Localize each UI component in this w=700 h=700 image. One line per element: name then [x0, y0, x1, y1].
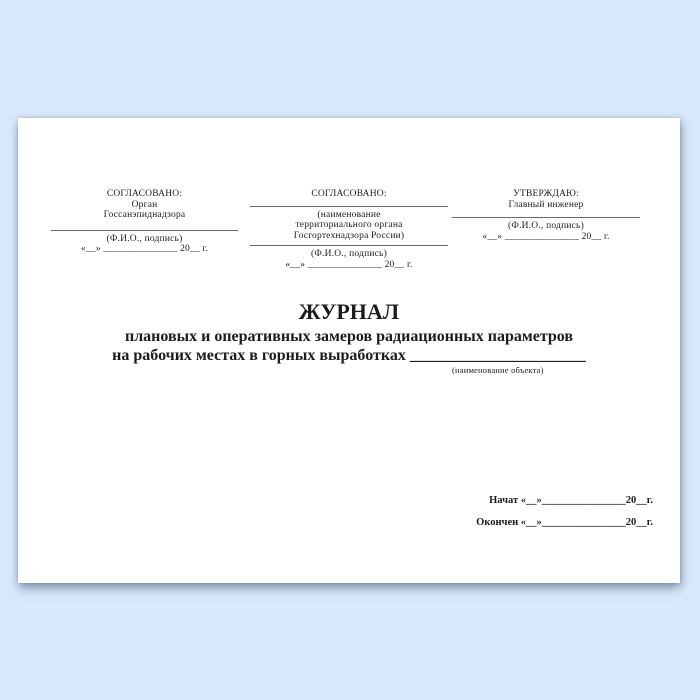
approval-block-chief-engineer — [452, 189, 640, 242]
journal-title: ЖУРНАЛ — [298, 299, 400, 324]
approval-block-gosgortehnadzor — [250, 189, 448, 270]
signature-line — [452, 217, 640, 218]
blank-underscores: ______________________ — [409, 347, 586, 364]
date-line: «__» _______________ 20__ г. — [482, 231, 610, 242]
org-name-caption: (наименование — [317, 209, 381, 220]
approval-org-line: Госсанэпиднадзора — [103, 210, 186, 220]
object-name-caption: (наименование объекта) — [451, 365, 544, 375]
approval-heading: УТВЕРЖДАЮ: — [513, 189, 579, 199]
object-name-blank — [409, 346, 586, 375]
approval-block-gossanepidnadzor — [51, 189, 238, 255]
signature-caption: (Ф.И.О., подпись) — [106, 233, 183, 244]
document-page — [18, 118, 680, 583]
signature-line — [51, 230, 238, 231]
journal-dates-block — [476, 495, 653, 539]
org-name-caption: территориального органа — [295, 220, 403, 230]
journal-subtitle-line2 — [18, 346, 680, 375]
signature-caption: (Ф.И.О., подпись) — [311, 249, 387, 259]
approval-org-line: Орган — [131, 199, 158, 210]
signature-line — [250, 245, 448, 246]
org-name-line — [250, 206, 448, 207]
finished-date-line: Окончен «__»________________20__г. — [476, 517, 653, 528]
approval-heading: СОГЛАСОВАНО: — [311, 189, 387, 199]
approval-heading: СОГЛАСОВАНО: — [106, 189, 183, 199]
journal-subtitle-line1: плановых и оперативных замеров радиационных параметров — [124, 328, 574, 345]
subtitle-text: на рабочих местах в горных выработках — [112, 347, 406, 364]
signature-caption: (Ф.И.О., подпись) — [508, 221, 584, 231]
org-name-caption: Госгортехнадзора России) — [293, 230, 405, 241]
started-date-line: Начат «__»________________20__г. — [489, 495, 653, 506]
journal-title-block — [18, 299, 680, 375]
date-line: «__» _______________ 20__ г. — [80, 244, 209, 254]
date-line: «__» _______________ 20__ г. — [285, 259, 413, 270]
approval-org-line: Главный инженер — [508, 199, 584, 210]
